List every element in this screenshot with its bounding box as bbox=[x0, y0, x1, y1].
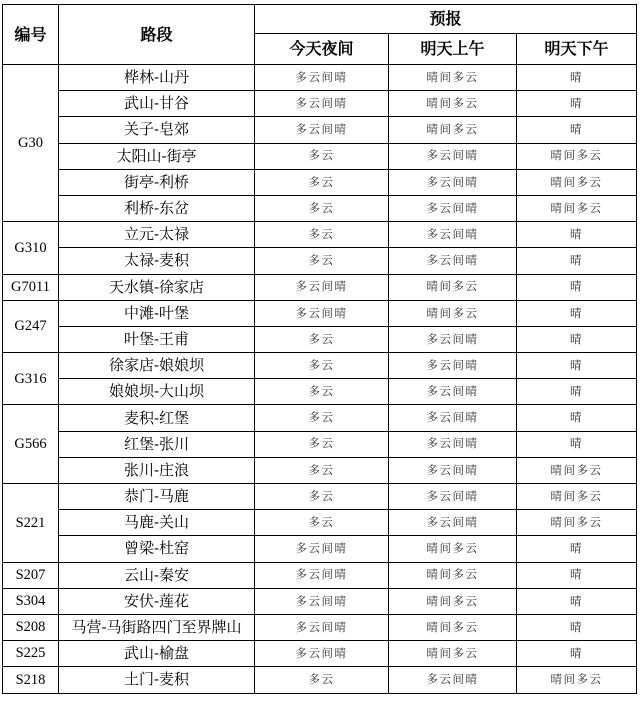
table-row bbox=[3, 431, 637, 457]
header-segment: 路段 bbox=[59, 5, 255, 65]
forecast-tomorrow-morning: 多云间晴 bbox=[389, 379, 517, 405]
forecast-tonight: 多云间晴 bbox=[255, 588, 389, 614]
forecast-tomorrow-afternoon: 晴 bbox=[517, 300, 637, 326]
forecast-tomorrow-morning: 多云间晴 bbox=[389, 195, 517, 221]
forecast-tomorrow-morning: 晴间多云 bbox=[389, 274, 517, 300]
header-tomorrow-morning: 明天上午 bbox=[389, 34, 517, 65]
forecast-tomorrow-morning: 晴间多云 bbox=[389, 65, 517, 91]
table-row bbox=[3, 65, 637, 91]
table-row bbox=[3, 91, 637, 117]
route-code: G30 bbox=[3, 65, 59, 222]
forecast-tomorrow-afternoon: 晴 bbox=[517, 641, 637, 667]
header-tomorrow-afternoon: 明天下午 bbox=[517, 34, 637, 65]
forecast-tomorrow-afternoon: 晴 bbox=[517, 588, 637, 614]
header-forecast: 预报 bbox=[255, 5, 637, 34]
road-segment: 马鹿-关山 bbox=[59, 510, 255, 536]
table-row bbox=[3, 641, 637, 667]
forecast-tonight: 多云间晴 bbox=[255, 641, 389, 667]
table-row bbox=[3, 457, 637, 483]
forecast-tonight: 多云 bbox=[255, 143, 389, 169]
road-segment: 关子-皂郊 bbox=[59, 117, 255, 143]
forecast-tomorrow-afternoon: 晴 bbox=[517, 431, 637, 457]
forecast-tomorrow-afternoon: 晴 bbox=[517, 65, 637, 91]
route-code: S221 bbox=[3, 484, 59, 563]
forecast-tomorrow-afternoon: 晴 bbox=[517, 222, 637, 248]
forecast-tomorrow-afternoon: 晴间多云 bbox=[517, 195, 637, 221]
road-segment: 娘娘坝-大山坝 bbox=[59, 379, 255, 405]
forecast-tomorrow-afternoon: 晴 bbox=[517, 379, 637, 405]
table-row bbox=[3, 405, 637, 431]
table-row bbox=[3, 353, 637, 379]
forecast-tomorrow-morning: 晴间多云 bbox=[389, 536, 517, 562]
forecast-tomorrow-morning: 晴间多云 bbox=[389, 300, 517, 326]
road-segment: 武山-榆盘 bbox=[59, 641, 255, 667]
forecast-tomorrow-morning: 多云间晴 bbox=[389, 510, 517, 536]
forecast-tonight: 多云间晴 bbox=[255, 536, 389, 562]
road-segment: 太阳山-街亭 bbox=[59, 143, 255, 169]
forecast-tomorrow-afternoon: 晴间多云 bbox=[517, 169, 637, 195]
forecast-tonight: 多云间晴 bbox=[255, 65, 389, 91]
forecast-tonight: 多云 bbox=[255, 484, 389, 510]
forecast-tonight: 多云 bbox=[255, 169, 389, 195]
forecast-tomorrow-morning: 多云间晴 bbox=[389, 222, 517, 248]
forecast-tomorrow-morning: 多云间晴 bbox=[389, 484, 517, 510]
table-row bbox=[3, 484, 637, 510]
header-code: 编号 bbox=[3, 5, 59, 65]
forecast-tomorrow-afternoon: 晴 bbox=[517, 353, 637, 379]
forecast-tonight: 多云间晴 bbox=[255, 91, 389, 117]
forecast-tonight: 多云 bbox=[255, 510, 389, 536]
forecast-tomorrow-morning: 多云间晴 bbox=[389, 326, 517, 352]
road-segment: 曾梁-杜窑 bbox=[59, 536, 255, 562]
forecast-tomorrow-afternoon: 晴间多云 bbox=[517, 143, 637, 169]
forecast-tonight: 多云 bbox=[255, 195, 389, 221]
header-tonight: 今天夜间 bbox=[255, 34, 389, 65]
forecast-tomorrow-afternoon: 晴 bbox=[517, 405, 637, 431]
table-row bbox=[3, 614, 637, 640]
forecast-tomorrow-afternoon: 晴间多云 bbox=[517, 667, 637, 693]
table-row bbox=[3, 169, 637, 195]
road-segment: 红堡-张川 bbox=[59, 431, 255, 457]
forecast-tomorrow-morning: 多云间晴 bbox=[389, 143, 517, 169]
route-code: G566 bbox=[3, 405, 59, 484]
table-row bbox=[3, 274, 637, 300]
forecast-tomorrow-afternoon: 晴间多云 bbox=[517, 457, 637, 483]
route-code: S207 bbox=[3, 562, 59, 588]
route-code: G247 bbox=[3, 300, 59, 352]
table-row bbox=[3, 195, 637, 221]
weather-forecast-table bbox=[2, 4, 637, 694]
road-segment: 张川-庄浪 bbox=[59, 457, 255, 483]
forecast-tonight: 多云间晴 bbox=[255, 117, 389, 143]
route-code: S218 bbox=[3, 667, 59, 693]
road-segment: 马营-马街路四门至界牌山 bbox=[59, 614, 255, 640]
forecast-tomorrow-morning: 晴间多云 bbox=[389, 562, 517, 588]
forecast-tomorrow-morning: 多云间晴 bbox=[389, 248, 517, 274]
forecast-tonight: 多云 bbox=[255, 222, 389, 248]
forecast-tomorrow-morning: 多云间晴 bbox=[389, 405, 517, 431]
forecast-tomorrow-afternoon: 晴 bbox=[517, 248, 637, 274]
forecast-tomorrow-morning: 多云间晴 bbox=[389, 431, 517, 457]
road-segment: 中滩-叶堡 bbox=[59, 300, 255, 326]
route-code: S225 bbox=[3, 641, 59, 667]
forecast-tomorrow-morning: 晴间多云 bbox=[389, 614, 517, 640]
forecast-tomorrow-morning: 晴间多云 bbox=[389, 117, 517, 143]
forecast-tomorrow-afternoon: 晴 bbox=[517, 562, 637, 588]
forecast-tomorrow-afternoon: 晴间多云 bbox=[517, 484, 637, 510]
forecast-tomorrow-afternoon: 晴 bbox=[517, 326, 637, 352]
road-segment: 桦林-山丹 bbox=[59, 65, 255, 91]
road-segment: 天水镇-徐家店 bbox=[59, 274, 255, 300]
table-row bbox=[3, 117, 637, 143]
table-row bbox=[3, 326, 637, 352]
forecast-tomorrow-morning: 晴间多云 bbox=[389, 91, 517, 117]
forecast-tonight: 多云 bbox=[255, 667, 389, 693]
road-segment: 麦积-红堡 bbox=[59, 405, 255, 431]
forecast-tonight: 多云 bbox=[255, 248, 389, 274]
forecast-tonight: 多云 bbox=[255, 457, 389, 483]
road-segment: 叶堡-王甫 bbox=[59, 326, 255, 352]
road-segment: 街亭-利桥 bbox=[59, 169, 255, 195]
forecast-tonight: 多云间晴 bbox=[255, 274, 389, 300]
forecast-tomorrow-afternoon: 晴 bbox=[517, 614, 637, 640]
table-row bbox=[3, 248, 637, 274]
forecast-tomorrow-afternoon: 晴 bbox=[517, 117, 637, 143]
road-segment: 安伏-莲花 bbox=[59, 588, 255, 614]
forecast-tomorrow-afternoon: 晴间多云 bbox=[517, 510, 637, 536]
route-code: S208 bbox=[3, 614, 59, 640]
table-row bbox=[3, 379, 637, 405]
forecast-tomorrow-afternoon: 晴 bbox=[517, 536, 637, 562]
route-code: G7011 bbox=[3, 274, 59, 300]
forecast-tomorrow-morning: 晴间多云 bbox=[389, 588, 517, 614]
route-code: S304 bbox=[3, 588, 59, 614]
road-segment: 土门-麦积 bbox=[59, 667, 255, 693]
table-row bbox=[3, 510, 637, 536]
forecast-tomorrow-afternoon: 晴 bbox=[517, 91, 637, 117]
forecast-tomorrow-morning: 多云间晴 bbox=[389, 353, 517, 379]
forecast-tonight: 多云间晴 bbox=[255, 562, 389, 588]
forecast-tonight: 多云 bbox=[255, 431, 389, 457]
table-row bbox=[3, 222, 637, 248]
forecast-tonight: 多云 bbox=[255, 405, 389, 431]
forecast-tonight: 多云 bbox=[255, 326, 389, 352]
forecast-tomorrow-morning: 多云间晴 bbox=[389, 667, 517, 693]
table-row bbox=[3, 562, 637, 588]
table-row bbox=[3, 588, 637, 614]
road-segment: 立元-太禄 bbox=[59, 222, 255, 248]
road-segment: 徐家店-娘娘坝 bbox=[59, 353, 255, 379]
route-code: G310 bbox=[3, 222, 59, 274]
road-segment: 利桥-东岔 bbox=[59, 195, 255, 221]
forecast-tonight: 多云 bbox=[255, 353, 389, 379]
table-row bbox=[3, 536, 637, 562]
table-row bbox=[3, 667, 637, 693]
forecast-tomorrow-morning: 多云间晴 bbox=[389, 457, 517, 483]
forecast-tomorrow-morning: 多云间晴 bbox=[389, 169, 517, 195]
road-segment: 恭门-马鹿 bbox=[59, 484, 255, 510]
forecast-tomorrow-afternoon: 晴 bbox=[517, 274, 637, 300]
route-code: G316 bbox=[3, 353, 59, 405]
forecast-tonight: 多云 bbox=[255, 379, 389, 405]
road-segment: 太禄-麦积 bbox=[59, 248, 255, 274]
table-row bbox=[3, 143, 637, 169]
road-segment: 云山-秦安 bbox=[59, 562, 255, 588]
forecast-tonight: 多云间晴 bbox=[255, 300, 389, 326]
table-row bbox=[3, 300, 637, 326]
forecast-tomorrow-morning: 晴间多云 bbox=[389, 641, 517, 667]
forecast-tonight: 多云间晴 bbox=[255, 614, 389, 640]
table-body bbox=[3, 65, 637, 694]
road-segment: 武山-甘谷 bbox=[59, 91, 255, 117]
